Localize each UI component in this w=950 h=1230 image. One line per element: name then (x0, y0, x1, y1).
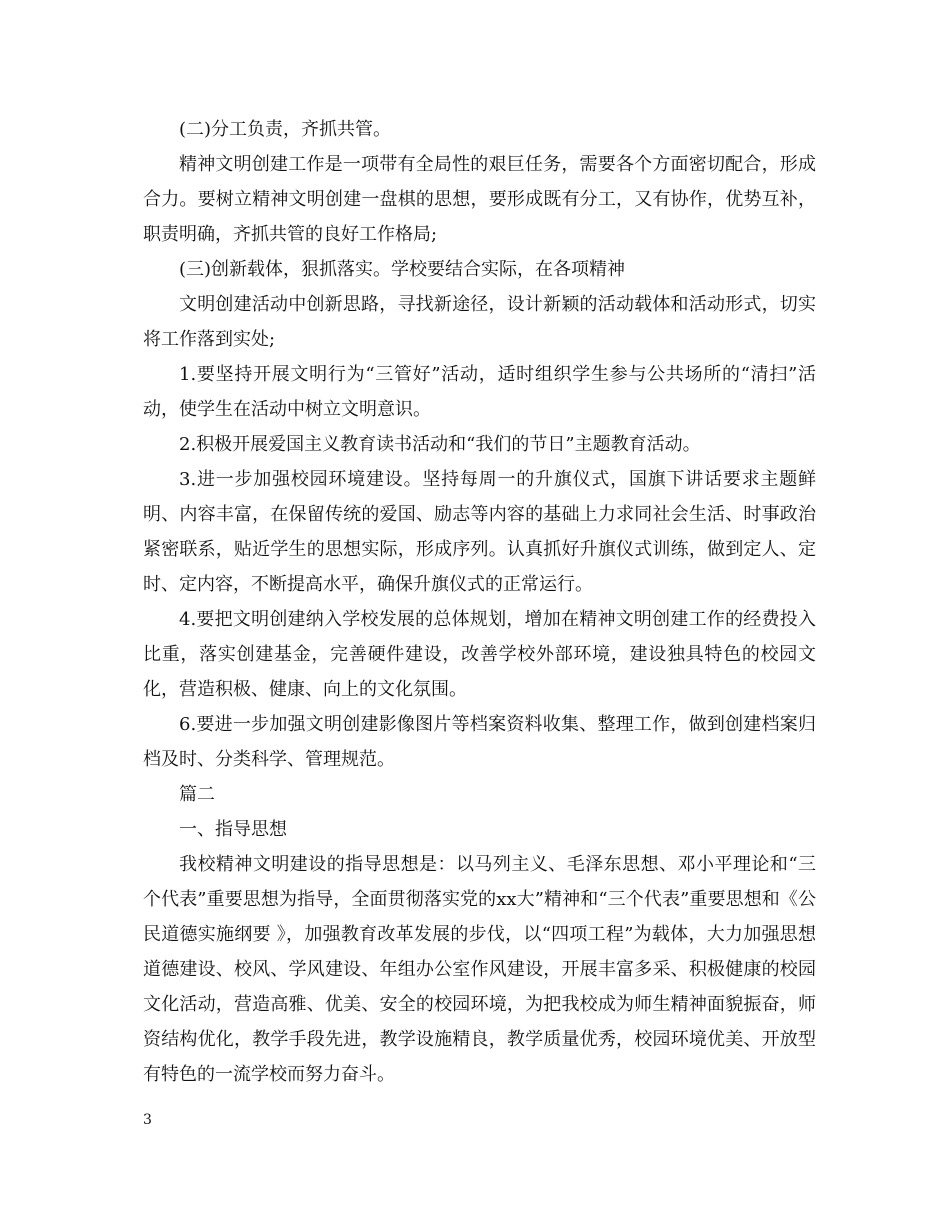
page-number: 3 (143, 1112, 152, 1128)
list-item-6: 6.要进一步加强文明创建影像图片等档案资料收集、整理工作，做到创建档案归档及时、分类科学、管理规范。 (143, 714, 816, 770)
document-body (143, 112, 816, 1092)
paragraph: 精神文明创建工作是一项带有全局性的艰巨任务，需要各个方面密切配合，形成合力。要树立精神文明创建一盘棋的思想，要形成既有分工，又有协作，优势互补，职责明确，齐抓共管的良好工作格局; (143, 154, 816, 245)
chapter-heading: 篇二 (179, 784, 215, 805)
list-item-1: 1.要坚持开展文明行为“三管好”活动，适时组织学生参与公共场所的“清扫”活动，使学生在活动中树立文明意识。 (143, 364, 816, 420)
list-item-2: 2.积极开展爱国主义教育读书活动和“我们的节日”主题教育活动。 (179, 434, 701, 455)
paragraph: 文明创建活动中创新思路，寻找新途径，设计新颖的活动载体和活动形式，切实将工作落到实处; (143, 294, 816, 350)
paragraph-section-3-heading: (三)创新载体，狠抓落实。学校要结合实际，在各项精神 (179, 259, 626, 280)
section-heading: 一、指导思想 (179, 819, 287, 840)
list-item-4: 4.要把文明创建纳入学校发展的总体规划，增加在精神文明创建工作的经费投入比重，落实创建基金，完善硬件建设，改善学校外部环境，建设独具特色的校园文化，营造积极、健康、向上的文化氛围。 (143, 609, 816, 700)
list-item-3: 3.进一步加强校园环境建设。坚持每周一的升旗仪式，国旗下讲话要求主题鲜明、内容丰富，在保留传统的爱国、励志等内容的基础上力求同社会生活、时事政治紧密联系，贴近学生的思想实际，形成序列。认真抓好升旗仪式训练，做到定人、定时、定内容，不断提高水平，确保升旗仪式的正常运行。 (143, 469, 816, 595)
paragraph: 我校精神文明建设的指导思想是：以马列主义、毛泽东思想、邓小平理论和“三个代表”重要思想为指导，全面贯彻落实党的xx大”精神和“三个代表”重要思想和《公民道德实施纲要 》，加强教育改革发展的步伐，以“四项工程”为载体，大力加强思想道德建设、校风、学风建设、年组办公室作风建设，开展丰富多采、积极健康的校园文化活动，营造高雅、优美、安全的校园环境，为把我校成为师生精神面貌振奋，师资结构优化，教学手段先进，教学设施精良，教学质量优秀，校园环境优美、开放型有特色的一流学校而努力奋斗。 (143, 854, 816, 1085)
paragraph-section-2-heading: (二)分工负责，齐抓共管。 (179, 119, 392, 140)
